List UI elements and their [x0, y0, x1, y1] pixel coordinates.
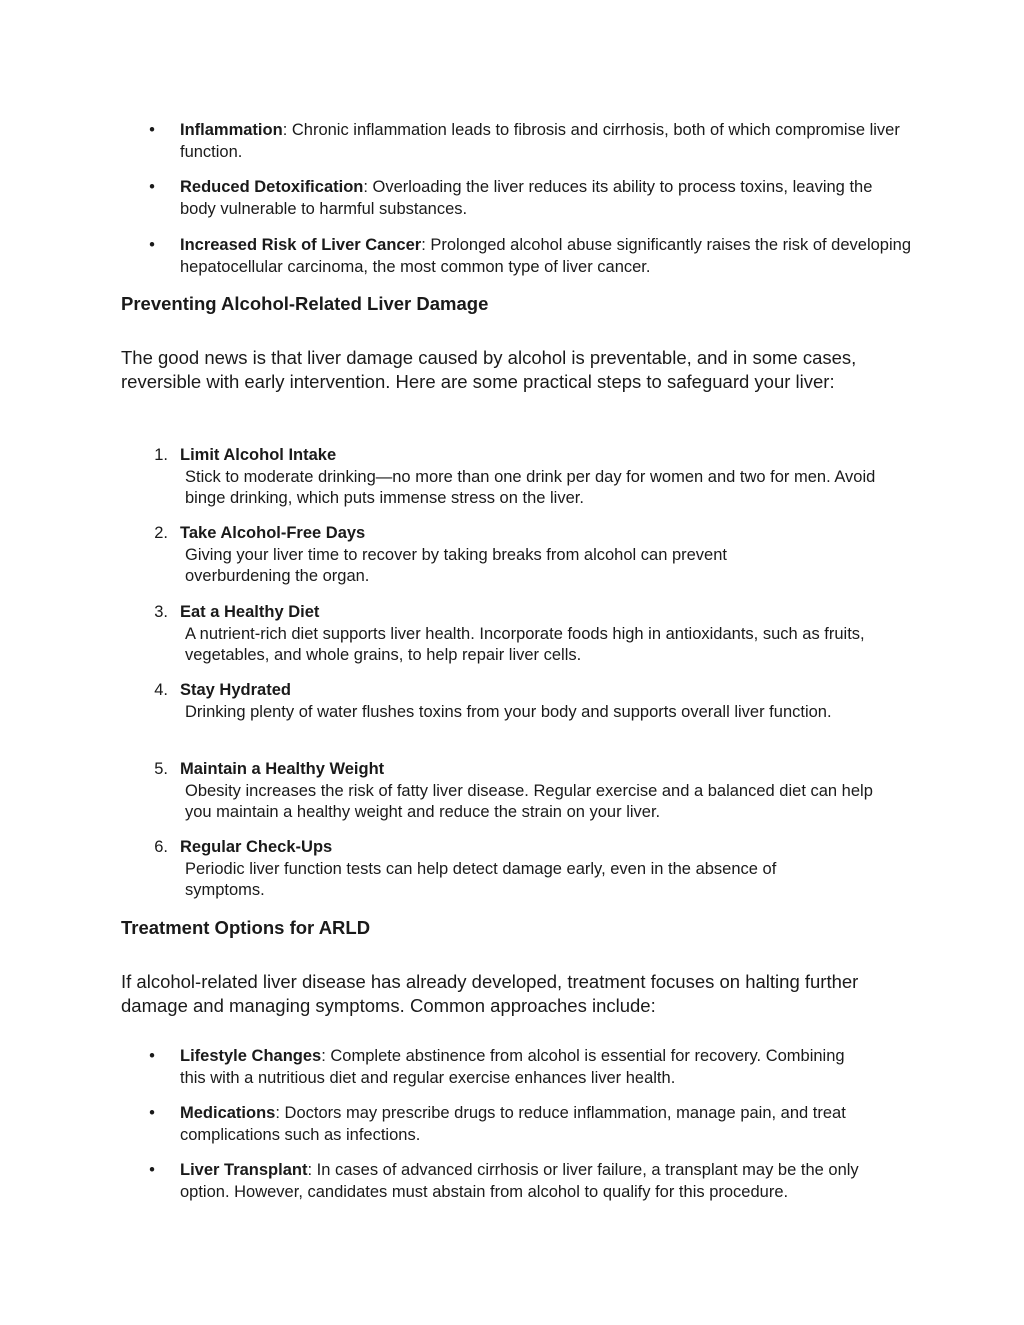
item-text: : In cases of advanced cirrhosis or liver failure, a transplant may be the only option. However, candidates must abstain from alcohol to qualify for this procedure. — [180, 1161, 859, 1201]
list-item — [180, 1103, 890, 1146]
item-text: : Doctors may prescribe drugs to reduce inflammation, manage pain, and treat complications such as infections. — [180, 1104, 846, 1144]
bullet-marker: • — [149, 178, 155, 196]
list-item — [180, 1046, 845, 1089]
step-title: Stay Hydrated — [180, 681, 291, 699]
step-number: 6. — [154, 838, 168, 856]
step-number: 2. — [154, 524, 168, 542]
step-number: 1. — [154, 446, 168, 464]
step-number: 3. — [154, 603, 168, 621]
item-term: Lifestyle Changes — [180, 1047, 322, 1065]
item-term: Increased Risk of Liver Cancer — [180, 236, 422, 254]
item-term: Inflammation — [180, 121, 283, 139]
step-desc: Giving your liver time to recover by taking breaks from alcohol can prevent overburdening the organ. — [185, 545, 727, 585]
list-item — [180, 235, 912, 278]
item-text: : Complete abstinence from alcohol is essential for recovery. Combining this with a nutritious diet and regular exercise enhances liver health. — [180, 1047, 845, 1087]
section-heading-prevention: Preventing Alcohol-Related Liver Damage — [121, 293, 489, 314]
list-item — [180, 759, 892, 824]
bullet-marker: • — [149, 1047, 155, 1065]
item-text: : Overloading the liver reduces its ability to process toxins, leaving the body vulnerable to harmful substances. — [180, 178, 873, 218]
step-number: 4. — [154, 681, 168, 699]
step-desc: Periodic liver function tests can help detect damage early, even in the absence of symptoms. — [185, 859, 777, 899]
item-term: Medications — [180, 1104, 276, 1122]
step-desc: Obesity increases the risk of fatty liver disease. Regular exercise and a balanced diet can help you maintain a healthy weight and reduce the strain on your liver. — [185, 781, 873, 821]
step-title: Eat a Healthy Diet — [180, 603, 320, 621]
list-item — [180, 1160, 912, 1203]
bullet-marker: • — [149, 1161, 155, 1179]
step-desc: Drinking plenty of water flushes toxins from your body and supports overall liver function. — [185, 702, 832, 721]
treatment-intro: If alcohol-related liver disease has already developed, treatment focuses on halting further damage and managing symptoms. Common approaches include: — [121, 971, 859, 1016]
step-desc: Stick to moderate drinking—no more than one drink per day for women and two for men. Avoid binge drinking, which puts immense stress on the liver. — [185, 467, 876, 507]
list-item — [180, 120, 910, 163]
bullet-marker: • — [149, 1104, 155, 1122]
section-heading-treatment: Treatment Options for ARLD — [121, 917, 371, 938]
item-text: : Chronic inflammation leads to fibrosis and cirrhosis, both of which compromise liver function. — [180, 121, 900, 161]
bullet-marker: • — [149, 236, 155, 254]
list-item — [180, 602, 905, 667]
list-item — [180, 523, 820, 588]
item-term: Reduced Detoxification — [180, 178, 364, 196]
step-title: Regular Check-Ups — [180, 838, 333, 856]
step-title: Take Alcohol-Free Days — [180, 524, 366, 542]
list-item — [180, 445, 910, 510]
item-term: Liver Transplant — [180, 1161, 308, 1179]
step-number: 5. — [154, 760, 168, 778]
list-item — [180, 837, 860, 902]
list-item — [180, 680, 850, 723]
step-desc: A nutrient-rich diet supports liver health. Incorporate foods high in antioxidants, such as fruits, vegetables, and whole grains, to help repair liver cells. — [185, 624, 865, 664]
bullet-marker: • — [149, 121, 155, 139]
step-title: Maintain a Healthy Weight — [180, 760, 385, 778]
prevention-intro: The good news is that liver damage caused by alcohol is preventable, and in some cases, reversible with early intervention. Here are some practical steps to safeguard your liver: — [121, 347, 857, 392]
item-text: : Prolonged alcohol abuse significantly raises the risk of developing hepatocellular carcinoma, the most common type of liver cancer. — [180, 236, 911, 276]
list-item — [180, 177, 910, 220]
step-title: Limit Alcohol Intake — [180, 446, 337, 464]
